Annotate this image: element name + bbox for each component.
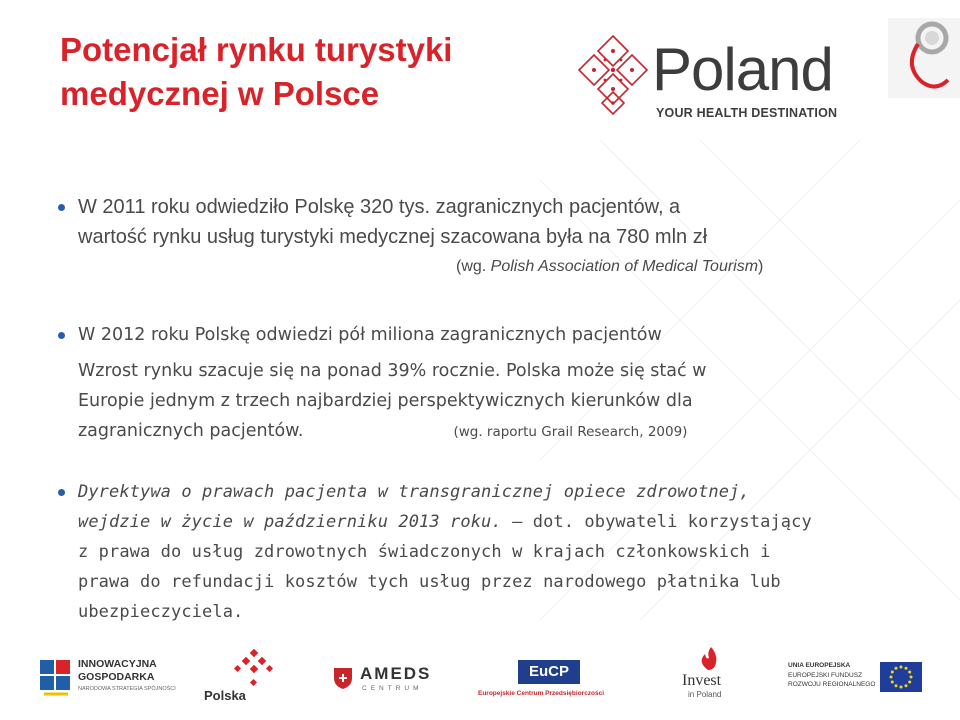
eu-line-2: EUROPEJSKI FUNDUSZ xyxy=(788,672,863,679)
bullet-1-source xyxy=(78,252,906,282)
bullet-3-line-2-italic: wejdzie w życie w październiku 2013 roku. xyxy=(78,512,502,532)
polska-logo xyxy=(204,648,284,708)
bullet-dot xyxy=(58,489,65,496)
slide-title xyxy=(60,28,540,116)
source-close: ) xyxy=(758,258,764,275)
diamond-cross-icon xyxy=(572,30,654,130)
logo-name: Poland xyxy=(652,36,833,103)
ig-line-1: INNOWACYJNA xyxy=(78,658,157,670)
invest-in-poland-logo xyxy=(678,646,738,710)
source-text: Polish Association of Medical Tourism xyxy=(490,258,759,275)
ameds-shield-icon xyxy=(332,666,354,690)
bullet-3-line-5: ubezpieczyciela. xyxy=(78,602,244,622)
footer-logos xyxy=(0,634,960,720)
bullet-2-source: (wg. raportu Grail Research, 2009) xyxy=(453,424,688,440)
eu-flag-icon xyxy=(880,662,922,692)
bullet-dot xyxy=(58,204,65,211)
eu-line-3: ROZWOJU REGIONALNEGO xyxy=(788,681,876,688)
ig-emblem-icon xyxy=(38,656,72,700)
eucp-logo xyxy=(478,660,628,704)
bullet-3-line-2-rest: – dot. obywateli korzystający xyxy=(501,512,812,532)
bullet-item-2 xyxy=(56,320,906,447)
polska-label: Polska xyxy=(204,688,246,703)
ig-line-2: GOSPODARKA xyxy=(78,671,155,683)
bullet-1-line-1: W 2011 roku odwiedziło Polskę 320 tys. zagranicznych pacjentów, a xyxy=(78,196,681,218)
invest-line-2: in Poland xyxy=(688,690,722,699)
title-line-1: Potencjał rynku turystyki xyxy=(60,31,453,68)
innowacyjna-gospodarka-logo xyxy=(38,656,188,706)
bullet-item-3 xyxy=(56,477,906,627)
bullet-3-line-3: z prawa do usług zdrowotnych świadczonych w krajach członkowskich i xyxy=(78,542,771,562)
slide-body xyxy=(56,192,906,627)
invest-line-1: Invest xyxy=(682,672,722,689)
bullet-dot xyxy=(58,332,65,339)
logo-tagline: YOUR HEALTH DESTINATION xyxy=(656,106,838,120)
ameds-logo xyxy=(332,664,442,698)
bullet-3-line-4: prawa do refundacji kosztów tych usług przez narodowego płatnika lub xyxy=(78,572,781,592)
poland-health-logo xyxy=(572,24,960,134)
ig-line-3: NARODOWA STRATEGIA SPÓJNOŚCI xyxy=(78,686,176,692)
invest-flame-icon xyxy=(693,646,723,672)
eucp-badge: EuCP xyxy=(518,660,580,684)
ameds-sub: CENTRUM xyxy=(362,685,423,692)
bullet-3-line-1: Dyrektywa o prawach pacjenta w transgranicznej opiece zdrowotnej, xyxy=(78,482,750,502)
polska-kite-icon xyxy=(232,648,276,692)
bullet-1-line-2: wartość rynku usług turystyki medycznej szacowana była na 780 mln zł xyxy=(78,226,708,248)
bullet-2-line-3: Europie jednym z trzech najbardziej perspektywicznych kierunków dla xyxy=(78,391,693,411)
bullet-2-line-2: Wzrost rynku szacuje się na ponad 39% rocznie. Polska może się stać w xyxy=(78,361,707,381)
eu-fund-logo xyxy=(788,660,948,700)
eu-line-1: UNIA EUROPEJSKA xyxy=(788,662,851,669)
bullet-2-line-4 xyxy=(78,416,906,447)
bullet-item-1 xyxy=(56,192,906,282)
bullet-2-line-1: W 2012 roku Polskę odwiedzi pół miliona zagranicznych pacjentów xyxy=(78,325,662,345)
bullet-2-line-4-text: zagranicznych pacjentów. xyxy=(78,421,304,441)
stethoscope-icon xyxy=(888,18,960,98)
title-line-2: medycznej w Polsce xyxy=(60,75,380,112)
source-open: (wg. xyxy=(456,258,491,275)
eucp-subtitle: Europejskie Centrum Przedsiębiorczości xyxy=(478,690,605,697)
ameds-name: AMEDS xyxy=(360,664,432,683)
bullet-3-line-2 xyxy=(78,507,906,537)
